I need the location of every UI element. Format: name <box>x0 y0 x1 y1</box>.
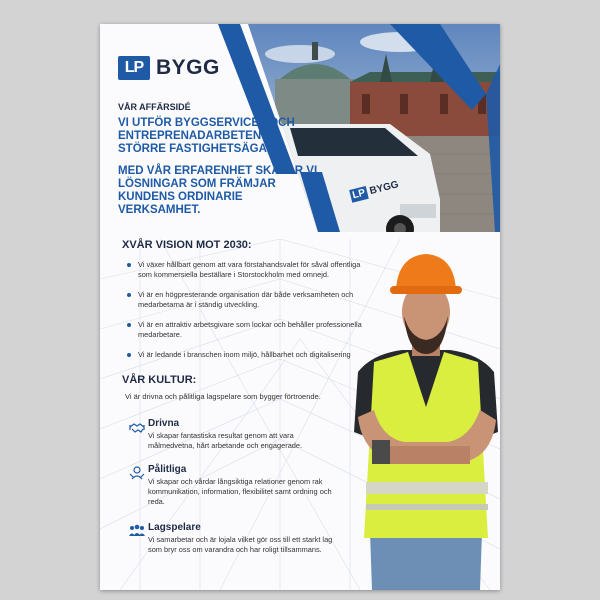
vision-list <box>126 260 364 370</box>
vision-item: Vi är en attraktiv arbetsgivare som lockar och behåller professionella medarbetare. <box>126 320 364 340</box>
headline-block <box>118 117 328 226</box>
value-description: Vi skapar och vårdar långsiktiga relationer genom rak kommunikation, information, flexibilitet samt ordning och reda. <box>148 477 332 506</box>
company-logo <box>118 56 220 80</box>
culture-title: VÅR KULTUR: <box>122 374 197 386</box>
headline-2: MED VÅR ERFARENHET SKAPAR VI LÖSNINGAR SOM FRÄMJAR KUNDENS ORDINARIE VERKSAMHET. <box>118 165 318 216</box>
value-item-palitliga <box>128 464 348 514</box>
value-title: Drivna <box>148 418 180 429</box>
logo-mark: LP <box>118 56 150 80</box>
team-icon <box>128 522 146 540</box>
business-idea-kicker: VÅR AFFÄRSIDÉ <box>118 102 191 112</box>
value-description: Vi skapar fantastiska resultat genom att vara målmedvetna, hårt arbetande och engagerade. <box>148 431 303 450</box>
logo-name: BYGG <box>156 56 220 79</box>
vision-item: Vi växer hållbart genom att vara förstahandsvalet för såväl offentliga som kommersiella beställare i Storstockholm med omnejd. <box>126 260 364 280</box>
construction-worker-image <box>352 242 500 590</box>
flyer-page <box>100 24 500 590</box>
value-item-drivna <box>128 418 348 458</box>
value-title: Pålitliga <box>148 464 187 475</box>
trust-icon <box>128 464 146 482</box>
culture-intro: Vi är drivna och pålitliga lagspelare som bygger förtroende. <box>125 392 321 401</box>
vision-item: Vi är ledande i branschen inom miljö, hållbarhet och digitalisering <box>126 350 364 360</box>
handshake-icon <box>128 418 146 436</box>
van-logo-name: BYGG <box>368 179 400 198</box>
headline-1: VI UTFÖR BYGGSERVICE - OCH ENTREPRENADARBETEN ÅT STÖRRE FASTIGHETSÄGARE. <box>118 117 295 155</box>
vision-title: XVÅR VISION MOT 2030: <box>122 239 252 251</box>
value-description: Vi samarbetar och är lojala vilket gör oss till ett starkt lag som bryr oss om varandra och har roligt tillsammans. <box>148 535 333 554</box>
vision-item: Vi är en högpresterande organisation där både verksamheten och medarbetarna är i ständig utveckling. <box>126 290 364 310</box>
value-title: Lagspelare <box>148 522 201 533</box>
van-logo-mark: LP <box>349 186 368 203</box>
value-item-lagspelare <box>128 522 348 572</box>
